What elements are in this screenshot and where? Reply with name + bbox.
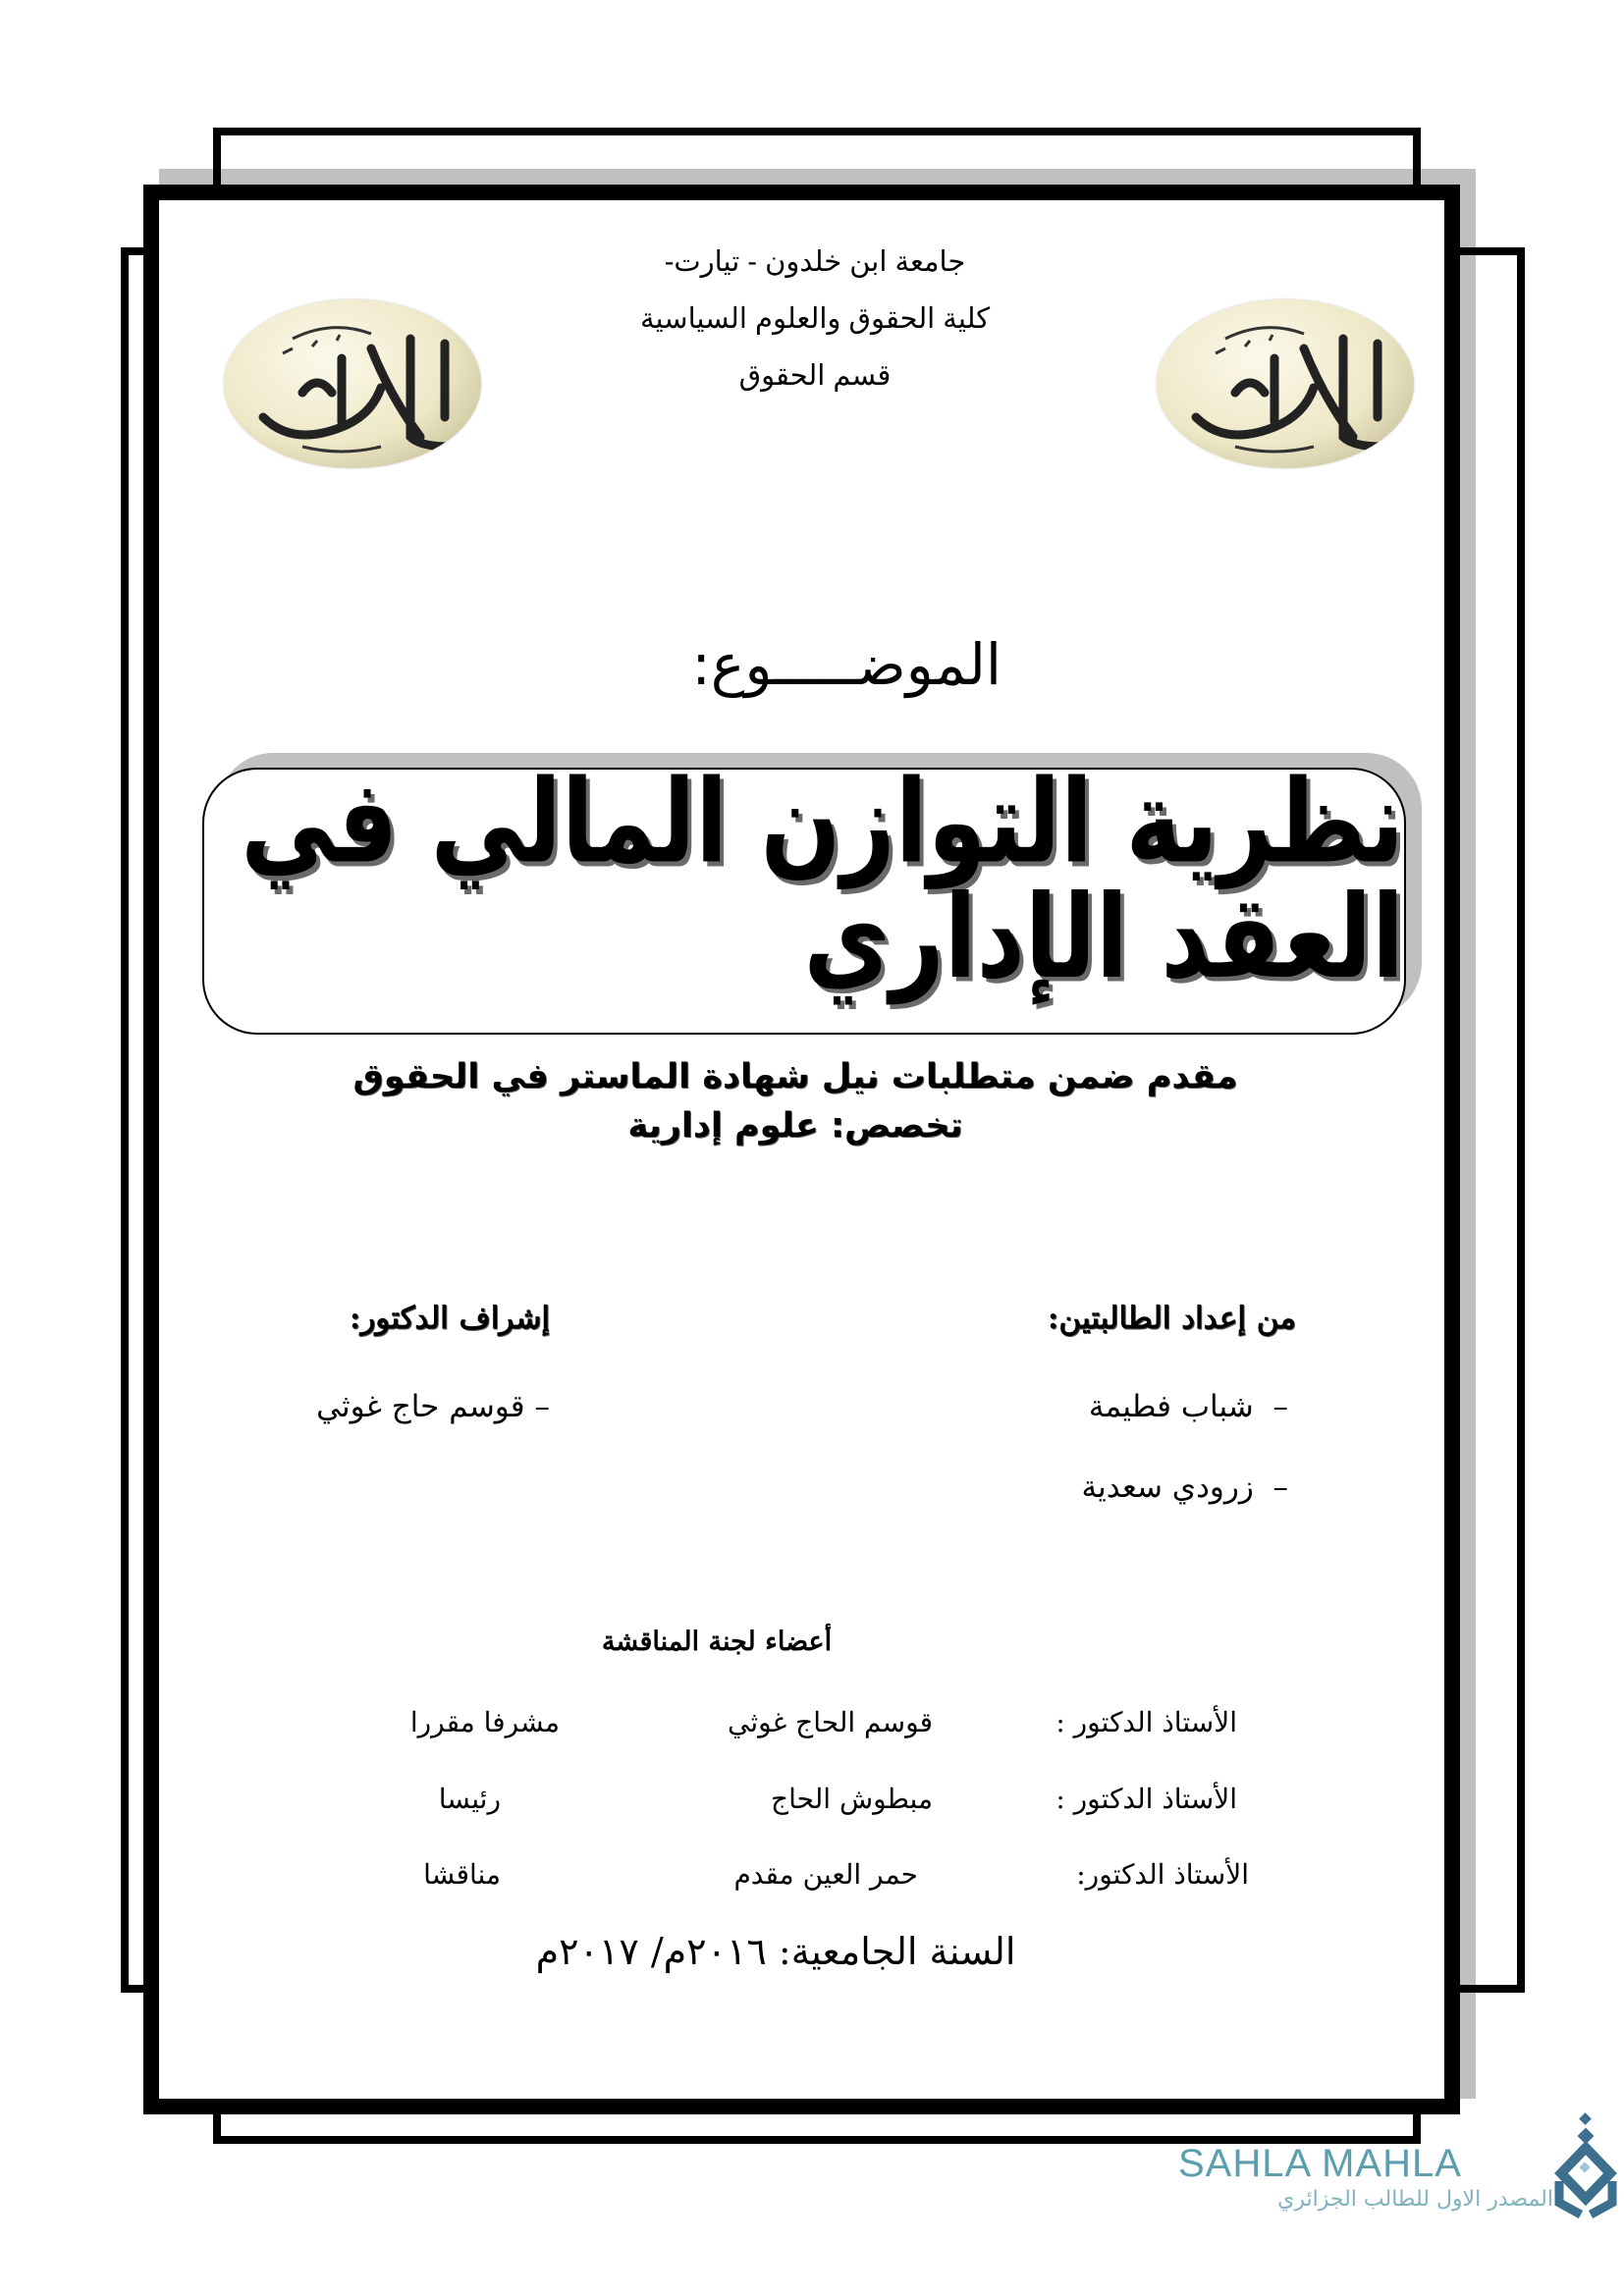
degree-line: مقدم ضمن متطلبات نيل شهادة الماستر في الحقوق bbox=[352, 1057, 1238, 1096]
student-name: – شباب فطيمة bbox=[1088, 1389, 1288, 1424]
degree-statement bbox=[334, 1052, 1257, 1150]
specialization-line: تخصص: علوم إدارية bbox=[627, 1106, 963, 1146]
committee-member-row bbox=[393, 1698, 1237, 1747]
member-role: مشرفا مقررا bbox=[409, 1706, 560, 1738]
member-role: رئيسا bbox=[438, 1783, 501, 1815]
supervisor-heading: إشراف الدكتور: bbox=[349, 1301, 550, 1336]
committee-member-row bbox=[393, 1775, 1237, 1824]
university-logo-right bbox=[1157, 299, 1414, 468]
calligraphy-logo-icon bbox=[1157, 299, 1414, 468]
watermark-brand: SAHLA MAHLA bbox=[1178, 2142, 1462, 2185]
academic-year: السنة الجامعية: ٢٠١٦م/ ٢٠١٧م bbox=[535, 1930, 1016, 1973]
member-title: الأستاذ الدكتور: bbox=[1076, 1858, 1249, 1891]
faculty-name: كلية الحقوق والعلوم السياسية bbox=[639, 303, 990, 335]
calligraphy-logo-icon bbox=[224, 299, 481, 468]
member-title: الأستاذ الدكتور : bbox=[1056, 1783, 1237, 1815]
university-logo-left bbox=[224, 299, 481, 468]
thesis-title: نظرية التوازن المالي في العقد الإداري bbox=[241, 755, 1404, 1004]
committee-heading: أعضاء لجنة المناقشة bbox=[601, 1627, 833, 1657]
department-name: قسم الحقوق bbox=[738, 360, 892, 392]
member-name: حمر العين مقدم bbox=[733, 1858, 918, 1891]
member-name: مبطوش الحاج bbox=[771, 1783, 933, 1815]
sahla-mahla-logo-icon bbox=[1551, 2112, 1620, 2220]
watermark-tagline: المصدر الاول للطالب الجزائري bbox=[1277, 2187, 1553, 2212]
member-role: مناقشا bbox=[423, 1858, 501, 1891]
thesis-title-box bbox=[202, 755, 1406, 1035]
students-heading: من إعداد الطالبتين: bbox=[1047, 1301, 1296, 1336]
member-title: الأستاذ الدكتور : bbox=[1056, 1706, 1237, 1738]
student-name: – زرودي سعدية bbox=[1081, 1469, 1288, 1505]
institution-header bbox=[550, 234, 1080, 404]
member-name: قوسم الحاج غوثي bbox=[728, 1706, 933, 1738]
supervisor-name: – قوسم حاج غوثي bbox=[316, 1389, 550, 1424]
university-name: جامعة ابن خلدون - تيارت- bbox=[664, 246, 966, 278]
committee-member-row bbox=[393, 1850, 1249, 1899]
subject-label: الموضـــــوع: bbox=[691, 631, 1001, 698]
